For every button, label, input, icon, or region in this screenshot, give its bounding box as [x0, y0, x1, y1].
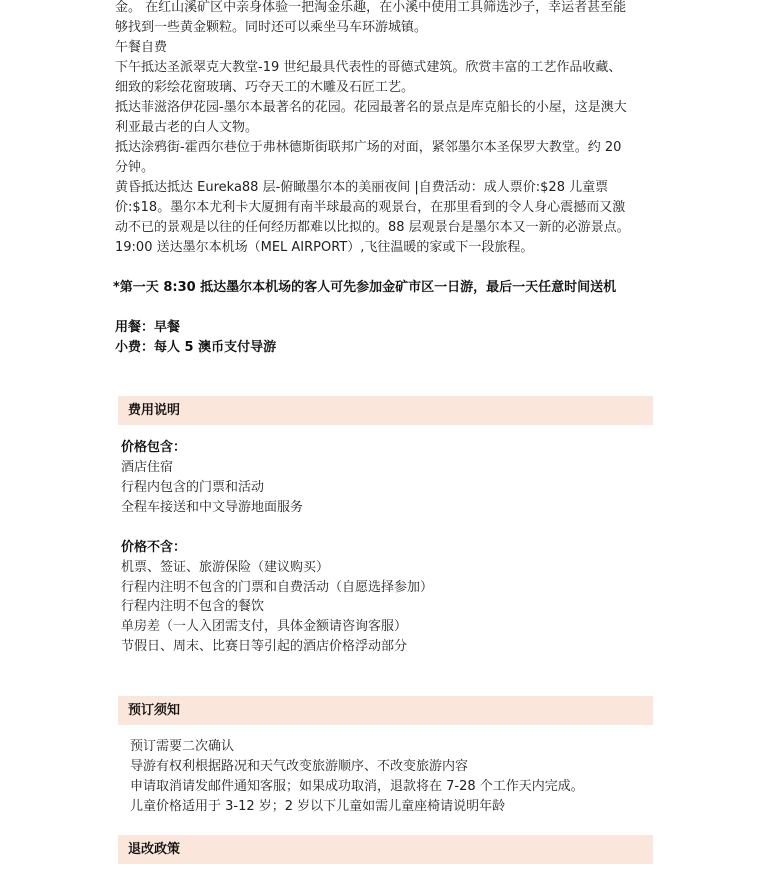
- booking-item: 预订需要二次确认: [130, 739, 235, 754]
- booking-item: 导游有权利根据路况和天气改变旅游顺序、不改变旅游内容: [130, 759, 469, 774]
- itinerary-line: 下午抵达圣派翠克大教堂-19 世纪最具代表性的哥德式建筑。欣赏丰富的工艺作品收藏、: [115, 60, 622, 75]
- fees-section-header: [118, 396, 653, 425]
- excluded-item: 单房差（一人入团需支付，具体金额请咨询客服）: [121, 619, 408, 634]
- excluded-item: 行程内注明不包含的门票和自费活动（自愿选择参加）: [121, 580, 434, 595]
- booking-item: 申请取消请发邮件通知客服；如果成功取消，退款将在 7-28 个工作天内完成。: [130, 779, 584, 794]
- meals-info: 用餐：早餐: [115, 320, 181, 335]
- booking-item: 儿童价格适用于 3-12 岁；2 岁以下儿童如需儿童座椅请说明年龄: [130, 799, 506, 814]
- arrival-note: *第一天 8:30 抵达墨尔本机场的客人可先参加金矿市区一日游，最后一天任意时间送机: [113, 280, 617, 295]
- itinerary-line: 细致的彩绘花窗玻璃、巧夺天工的木雕及石匠工艺。: [115, 80, 415, 95]
- excluded-item: 机票、签证、旅游保险（建议购买）: [121, 560, 330, 575]
- itinerary-line: 利亚最古老的白人文物。: [115, 120, 259, 135]
- tip-info: 小费：每人 5 澳币支付导游: [115, 340, 277, 355]
- itinerary-line: 价:$18。墨尔本尤利卡大厦拥有南半球最高的观景台，在那里看到的令人身心震撼而又激: [115, 200, 626, 215]
- included-item: 行程内包含的门票和活动: [121, 480, 265, 495]
- included-item: 全程车接送和中文导游地面服务: [121, 500, 304, 515]
- excluded-item: 行程内注明不包含的餐饮: [121, 599, 265, 614]
- itinerary-line: 午餐自费: [115, 40, 168, 55]
- refund-section-title: 退改政策: [128, 842, 181, 857]
- booking-section-title: 预订须知: [128, 703, 181, 718]
- itinerary-line: 抵达菲滋洛伊花园-墨尔本最著名的花园。花园最著名的景点是库克船长的小屋，这是澳大: [115, 100, 627, 115]
- itinerary-line: 分钟。: [115, 160, 155, 175]
- itinerary-line: 金。 在红山溪矿区中亲身体验一把淘金乐趣，在小溪中使用工具筛选沙子，幸运者甚至能: [115, 0, 627, 15]
- excluded-title: 价格不含：: [121, 540, 187, 555]
- itinerary-line: 19:00 送达墨尔本机场（MEL AIRPORT）,飞往温暖的家或下一段旅程。: [115, 240, 534, 255]
- itinerary-line: 抵达涂鸦街-霍西尔巷位于弗林德斯街联邦广场的对面，紧邻墨尔本圣保罗大教堂。约 20: [115, 140, 622, 155]
- itinerary-line: 黄昏抵达抵达 Eureka88 层-俯瞰墨尔本的美丽夜间 |自费活动：成人票价:$28 儿童票: [115, 180, 609, 195]
- included-title: 价格包含：: [121, 440, 187, 455]
- itinerary-line: 动不已的景观是以往的任何经历都难以比拟的。88 层观景台是墨尔本又一新的必游景点。: [115, 220, 630, 235]
- booking-section-header: [118, 696, 653, 725]
- included-item: 酒店住宿: [121, 460, 174, 475]
- fees-section-title: 费用说明: [128, 403, 181, 418]
- excluded-item: 节假日、周末、比赛日等引起的酒店价格浮动部分: [121, 639, 408, 654]
- itinerary-line: 够找到一些黄金颗粒。同时还可以乘坐马车环游城镇。: [115, 20, 428, 35]
- refund-section-header: [118, 835, 653, 864]
